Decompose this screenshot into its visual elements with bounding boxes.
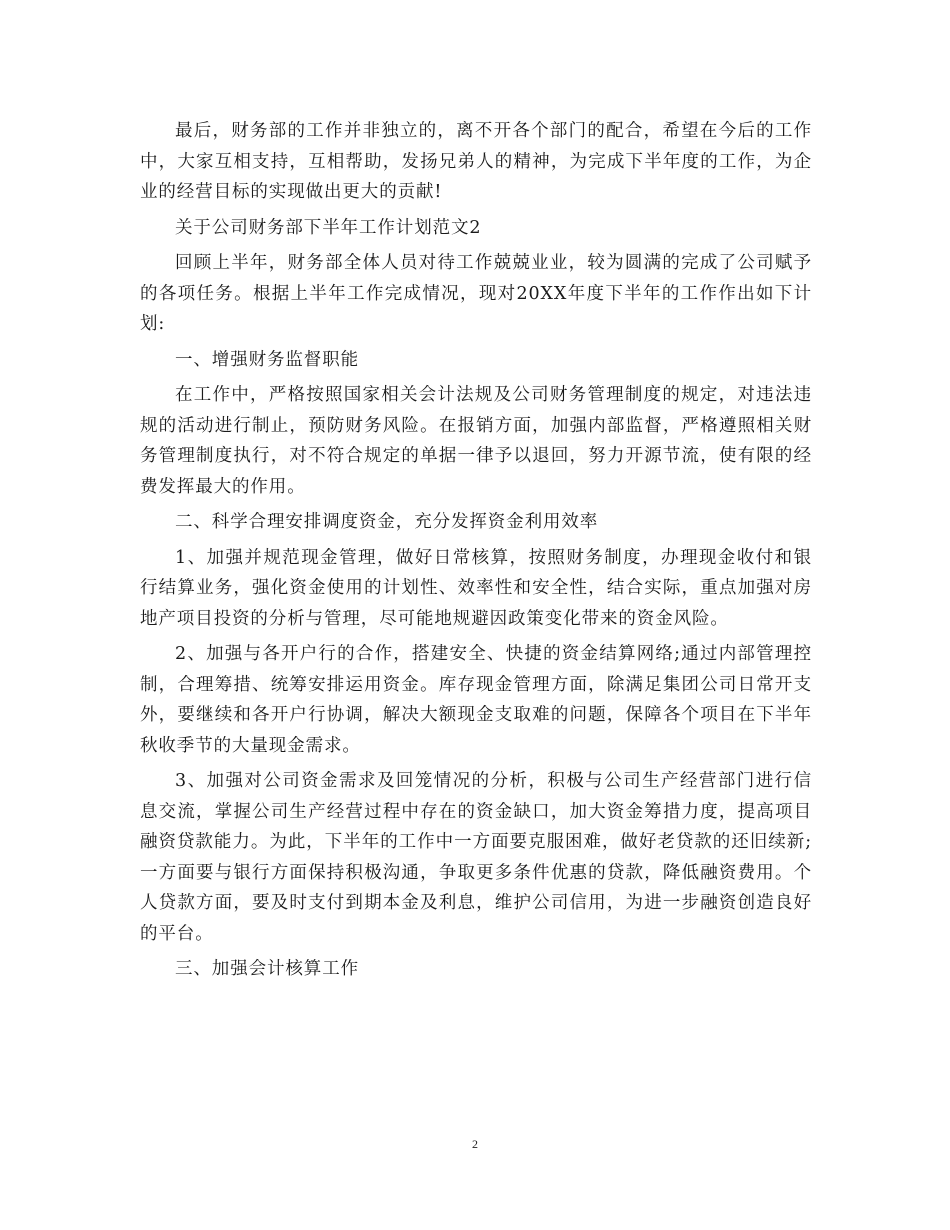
paragraph-item-3: 3、加强对公司资金需求及回笼情况的分析，积极与公司生产经营部门进行信息交流，掌握公司生产经营过程中存在的资金缺口，加大资金筹措力度，提高项目融资贷款能力。为此，下半年的工作中一方面要克服困难，做好老贷款的还旧续新;一方面要与银行方面保持积极沟通，争取更多条件优惠的贷款，降低融资费用。个人贷款方面，要及时支付到期本金及利息，维护公司信用，为进一步融资创造良好的平台。 [140, 771, 812, 944]
paragraph-supervision: 在工作中，严格按照国家相关会计法规及公司财务管理制度的规定，对违法违规的活动进行制止，预防财务风险。在报销方面，加强内部监督，严格遵照相关财务管理制度执行，对不符合规定的单据一律予以退回，努力开源节流，使有限的经费发挥最大的作用。 [140, 385, 812, 497]
paragraph-item-1: 1、加强并规范现金管理，做好日常核算，按照财务制度，办理现金收付和银行结算业务，强化资金使用的计划性、效率性和安全性，结合实际，重点加强对房地产项目投资的分析与管理，尽可能地规避因政策变化带来的资金风险。 [140, 547, 812, 629]
page-number: 2 [472, 1137, 478, 1151]
paragraph-item-2: 2、加强与各开户行的合作，搭建安全、快捷的资金结算网络;通过内部管理控制，合理筹措、统筹安排运用资金。库存现金管理方面，除满足集团公司日常开支外，要继续和各开户行协调，解决大额现金支取难的问题，保障各个项目在下半年秋收季节的大量现金需求。 [140, 644, 812, 756]
paragraph-intro: 回顾上半年，财务部全体人员对待工作兢兢业业，较为圆满的完成了公司赋予的各项任务。根据上半年工作完成情况，现对20XX年度下半年的工作作出如下计划: [140, 253, 812, 334]
heading-1: 一、增强财务监督职能 [175, 349, 359, 370]
document-body [140, 116, 812, 990]
section-title: 关于公司财务部下半年工作计划范文2 [175, 217, 482, 238]
paragraph-closing: 最后，财务部的工作并非独立的，离不开各个部门的配合，希望在今后的工作中，大家互相支持，互相帮助，发扬兄弟人的精神，为完成下半年度的工作，为企业的经营目标的实现做出更大的贡献! [140, 121, 812, 202]
heading-2: 二、科学合理安排调度资金，充分发挥资金利用效率 [175, 512, 599, 532]
heading-3: 三、加强会计核算工作 [175, 959, 359, 979]
